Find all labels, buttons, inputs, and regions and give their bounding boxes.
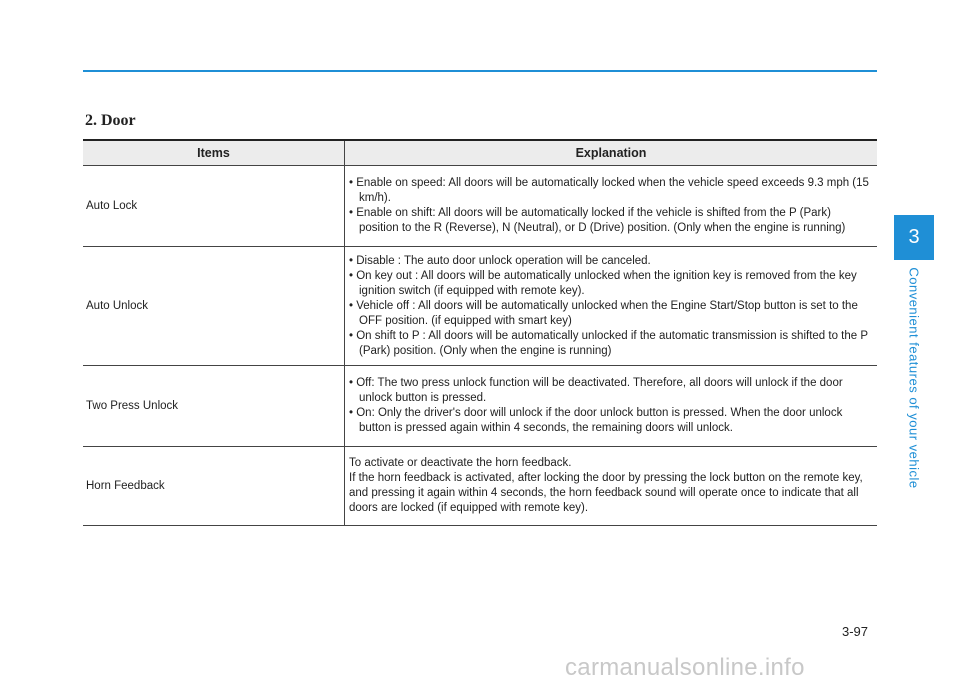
explanation-bullet: • Enable on shift: All doors will be automatically locked if the vehicle is shifted from the P (Park) position to the R (Reverse), N (Neutral), or D (Drive) position. (Only when the engine is running) <box>349 206 873 236</box>
explanation-bullet: • On: Only the driver's door will unlock if the door unlock button is pressed. When the door unlock button is pressed again within 4 seconds, the remaining doors will unlock. <box>349 406 873 436</box>
explanation-list <box>349 254 873 359</box>
explanation-bullet: • On key out : All doors will be automatically unlocked when the ignition key is removed from the key ignition switch (if equipped with remote key). <box>349 269 873 299</box>
top-rule <box>83 70 877 72</box>
explanation-paragraph: If the horn feedback is activated, after locking the door by pressing the lock button on the remote key, and pressing it again within 4 seconds, the horn feedback sound will operate once to indicate that all doors are locked (if equipped with remote key). <box>349 472 863 514</box>
explanation-line: To activate or deactivate the horn feedback. <box>349 457 572 469</box>
page-number: 3-97 <box>842 624 869 639</box>
explanation-cell <box>345 447 878 526</box>
explanation-list <box>349 376 873 436</box>
table-row <box>83 166 877 247</box>
watermark: carmanualsonline.info <box>565 654 805 681</box>
explanation-cell <box>345 247 878 366</box>
item-cell: Auto Unlock <box>83 247 345 366</box>
explanation-bullet: • Off: The two press unlock function will be deactivated. Therefore, all doors will unlock if the door unlock button is pressed. <box>349 376 873 406</box>
table-row <box>83 366 877 447</box>
explanation-cell <box>345 366 878 447</box>
explanation-cell <box>345 166 878 247</box>
explanation-bullet: • Vehicle off : All doors will be automatically unlocked when the Engine Start/Stop button is set to the OFF position. (if equipped with smart key) <box>349 299 873 329</box>
table-header-row <box>83 140 877 166</box>
explanation-bullet: • Disable : The auto door unlock operation will be canceled. <box>349 254 873 269</box>
chapter-tab: 3 <box>894 215 934 260</box>
table-row <box>83 247 877 366</box>
chapter-title: Convenient features of your vehicle <box>906 267 922 489</box>
column-header-items: Items <box>83 140 345 166</box>
item-cell: Auto Lock <box>83 166 345 247</box>
section-title: 2. Door <box>85 112 136 129</box>
item-cell: Two Press Unlock <box>83 366 345 447</box>
explanation-list <box>349 176 873 236</box>
explanation-bullet: • Enable on speed: All doors will be automatically locked when the vehicle speed exceeds 9.3 mph (15 km/h). <box>349 176 873 206</box>
door-settings-table <box>83 139 877 526</box>
item-cell: Horn Feedback <box>83 447 345 526</box>
explanation-bullet: • On shift to P : All doors will be automatically unlocked if the automatic transmission is shifted to the P (Park) position. (Only when the engine is running) <box>349 329 873 359</box>
table-row <box>83 447 877 526</box>
column-header-explanation: Explanation <box>345 140 878 166</box>
